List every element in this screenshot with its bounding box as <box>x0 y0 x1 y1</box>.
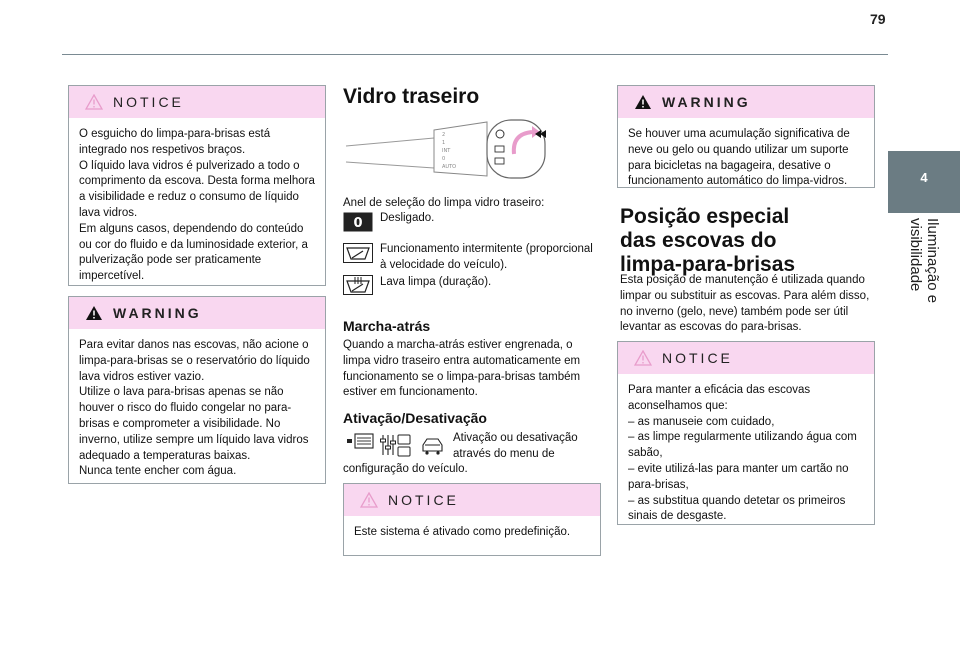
rear-wiper-intermittent-icon <box>343 243 373 263</box>
notice-header <box>344 484 600 516</box>
section-title-special-position <box>620 205 795 277</box>
notice-paragraph: Este sistema é ativado como predefinição. <box>354 526 571 538</box>
warning-title: WARNING <box>662 94 751 110</box>
notice-line: Para manter a eficácia das escovas aconselhamos que: <box>628 384 811 412</box>
ring-intro-text: Anel de seleção do limpa vidro traseiro: <box>343 197 545 209</box>
section-title-line: das escovas do <box>620 229 777 252</box>
notice-line: – as limpe regularmente utilizando água com sabão, <box>628 431 857 460</box>
notice-header <box>69 86 325 118</box>
section-title-rear-window: Vidro traseiro <box>343 85 480 108</box>
rear-wiper-stalk-illustration <box>342 112 557 184</box>
warning-paragraph: Se houver uma acumulação significativa de neve ou gelo ou quando utilizar um suporte para bicicletas na bagageira, desative o funcionamento automático do limpa-vidros. <box>628 128 850 188</box>
item-intermittent-text: Funcionamento intermitente (proporcional à velocidade do veículo). <box>380 243 593 271</box>
svg-text:2: 2 <box>442 132 446 138</box>
activation-text: Ativação ou desativação através do menu de <box>453 432 578 460</box>
settings-menu-icons <box>343 433 443 459</box>
header-rule <box>62 54 888 55</box>
chapter-label: Iluminação e visibilidade <box>907 218 941 304</box>
notice-header <box>618 342 874 374</box>
warning-paragraph: Utilize o lava para-brisas apenas se não houver o risco do fluido congelar no para-brisas e comprometer a visibilidade. No inverno, utilize sempre um líquido lava vidros adequado a temperaturas baixas. <box>79 386 309 462</box>
notice-paragraph: O líquido lava vidros é pulverizado a todo o comprimento da escova. Desta forma melhora a visibilidade e reduz o consumo de líquido lava vidros. <box>79 159 315 219</box>
warning-paragraph: Nunca tente encher com água. <box>79 465 237 478</box>
notice-box-2 <box>343 483 601 556</box>
activation-text-cont: configuração do veículo. <box>343 463 468 475</box>
item-off-text: Desligado. <box>380 212 435 224</box>
notice-triangle-icon <box>85 94 103 110</box>
warning-triangle-icon <box>634 94 652 110</box>
warning-box-2 <box>617 85 875 188</box>
warning-paragraph: Para evitar danos nas escovas, não acione o limpa-para-brisas se o reservatório do líquido lava vidros estiver vazio. <box>79 339 310 383</box>
page-number: 79 <box>870 11 886 27</box>
rear-washer-icon <box>343 275 373 295</box>
svg-text:0: 0 <box>353 216 363 231</box>
warning-box-1 <box>68 296 326 484</box>
notice-box-3 <box>617 341 875 525</box>
section-title-line: Posição especial <box>620 205 790 228</box>
warning-header <box>618 86 874 118</box>
notice-line: – as substitua quando detetar os primeiros sinais de desgaste. <box>628 494 846 523</box>
rear-wiper-off-icon <box>343 212 373 232</box>
warning-title: WARNING <box>113 305 202 321</box>
chapter-number: 4 <box>920 170 928 185</box>
subsection-title-activation: Ativação/Desativação <box>343 410 487 426</box>
item-washer-text: Lava limpa (duração). <box>380 276 492 288</box>
warning-header <box>69 297 325 329</box>
notice-title: NOTICE <box>388 492 459 508</box>
notice-title: NOTICE <box>662 350 733 366</box>
notice-line: – as manuseie com cuidado, <box>628 415 775 428</box>
svg-text:INT: INT <box>442 148 451 154</box>
notice-box-1 <box>68 85 326 286</box>
notice-triangle-icon <box>634 350 652 366</box>
svg-text:AUTO: AUTO <box>442 164 457 170</box>
svg-text:0: 0 <box>442 156 446 162</box>
notice-line: – evite utilizá-las para manter um cartão no para-brisas, <box>628 462 849 491</box>
subsection-title-reverse: Marcha-atrás <box>343 318 431 334</box>
reverse-text: Quando a marcha-atrás estiver engrenada, o limpa vidro traseiro entra automaticamente em funcionamento se o limpa-para-brisas também estiver em funcionamento. <box>343 339 581 399</box>
warning-triangle-icon <box>85 305 103 321</box>
svg-text:1: 1 <box>442 140 446 146</box>
notice-paragraph: Em alguns casos, dependendo do conteúdo ou cor do fluido e da luminosidade exterior, a pulverização pode ser praticamente impercetível. <box>79 222 308 283</box>
chapter-tab[interactable] <box>888 151 960 213</box>
notice-title: NOTICE <box>113 94 184 110</box>
section-title-line: limpa-para-brisas <box>620 253 796 276</box>
special-position-intro: Esta posição de manutenção é utilizada quando limpar ou substituir as escovas. Para além disso, no inverno (gelo, neve) também pode ser útil levantar as escovas do para-brisas. <box>620 274 870 334</box>
notice-triangle-icon <box>360 492 378 508</box>
notice-paragraph: O esguicho do limpa-para-brisas está integrado nos respetivos braços. <box>79 128 271 156</box>
